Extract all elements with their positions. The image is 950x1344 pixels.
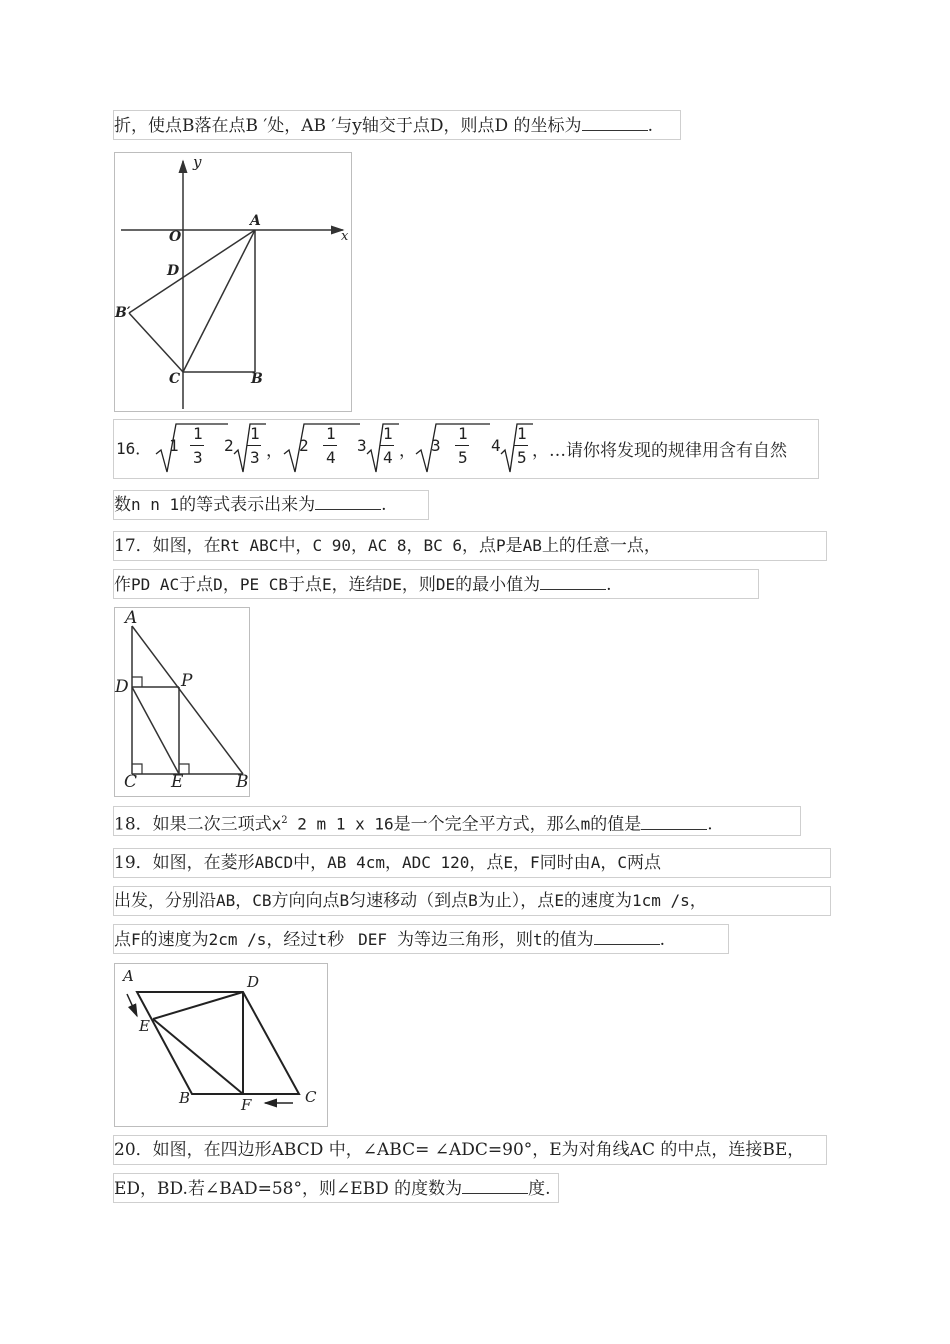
segment-AB-prime <box>129 230 255 313</box>
label-F: F <box>241 1096 252 1114</box>
q18-d: 是一个完全平方式，那么 <box>393 814 581 835</box>
label-B: B <box>236 772 249 792</box>
q16-t3-int: 3 <box>431 436 441 455</box>
q16-t3-frac-num: 1 <box>458 424 468 443</box>
q19-l3-9: t <box>532 930 543 949</box>
q16-answer-blank[interactable] <box>315 491 381 510</box>
q16-t2-root-den: 4 <box>383 448 393 467</box>
q20-line2-b: 度. <box>528 1179 551 1199</box>
q17-l1-5: AC 8 <box>367 536 407 555</box>
q16-t3-root-num: 1 <box>517 424 527 443</box>
q17-line1 <box>114 533 661 559</box>
radical-2b <box>365 422 399 474</box>
segment-B-prime-C <box>129 313 183 372</box>
q17-l1-9: P <box>496 536 506 555</box>
q20-line2-a: ED，BD.若∠BAD=58°，则∠EBD 的度数为 <box>114 1179 463 1199</box>
radical-1b <box>232 422 266 474</box>
segment-AC <box>183 230 255 372</box>
label-A: A <box>125 608 138 628</box>
label-B-prime: B′ <box>115 305 131 321</box>
q17-l1-6: ， <box>406 536 424 556</box>
q19-l3-2: 的速度为 <box>140 930 209 950</box>
q17-line2 <box>114 571 612 598</box>
q19-end: . <box>659 930 666 950</box>
label-B: B <box>179 1089 191 1107</box>
q19-l1-14: 两点 <box>626 853 661 873</box>
q17-l1-2: 中， <box>278 536 313 556</box>
arrow-E-direction <box>127 994 137 1016</box>
q19-l3-1: F <box>131 930 141 949</box>
q17-l1-10: 是 <box>505 536 523 556</box>
q16-t2-frac-num: 1 <box>326 424 336 443</box>
q17-l2-10: ，则 <box>401 575 436 595</box>
q19-l1-13: C <box>617 853 627 872</box>
radical-2 <box>282 422 360 474</box>
right-angle-D <box>132 677 142 687</box>
label-O: O <box>169 229 182 245</box>
q19-l2-5: B <box>339 891 350 910</box>
q18-sup: 2 <box>281 815 288 826</box>
q19-l2-11: 1cm /s <box>631 891 690 910</box>
q16-t2-coef: 3 <box>357 436 367 455</box>
q16-line2-c: 的等式表示出来为 <box>179 495 316 515</box>
q17-l2-6: 于点 <box>287 575 322 595</box>
q17-l2-0: 作 <box>114 575 131 595</box>
q19-l1-9: F <box>530 853 540 872</box>
q19-l3-10: 的值为 <box>542 930 594 950</box>
segment-EF <box>153 1019 243 1094</box>
label-A: A <box>123 967 134 985</box>
q19-l1-11: A <box>590 853 601 872</box>
q17-l1-12: 上的任意一点， <box>541 536 661 556</box>
q19-l2-3: CB <box>252 891 272 910</box>
q16-t1-frac-den: 3 <box>193 448 203 467</box>
label-B: B <box>251 371 263 387</box>
q18-a: 18．如果二次三项式 <box>114 814 272 835</box>
label-E: E <box>171 772 184 792</box>
q17-l1-8: ，点 <box>462 536 497 556</box>
q19-l3-3: 2cm /s <box>208 930 267 949</box>
q19-l3-4: ，经过 <box>266 930 318 950</box>
q16-line2-expr: n n 1 <box>131 495 180 514</box>
q16-line2 <box>114 491 387 518</box>
q19-line3 <box>114 926 665 953</box>
q19-l3-7: DEF <box>358 930 387 949</box>
q19-l1-10: 同时由 <box>539 853 591 873</box>
q16-t1-root-den: 3 <box>250 448 260 467</box>
figure-17-svg <box>115 608 249 796</box>
label-D: D <box>115 677 129 697</box>
segment-ED <box>153 992 243 1019</box>
q16-tail-text: ，…请你将发现的规律用含有自然 <box>532 441 787 461</box>
figure-15-svg <box>115 153 351 411</box>
q18-m: m <box>580 814 591 834</box>
q17-l2-7: E <box>321 575 332 594</box>
q16-t2-frac-den: 4 <box>326 448 336 467</box>
q17-l1-4: ， <box>350 536 368 556</box>
figure-coordinate-fold <box>114 152 352 412</box>
label-P: P <box>181 671 193 691</box>
q17-l1-3: C 90 <box>312 536 351 555</box>
q19-l1-3: AB 4cm <box>327 853 385 872</box>
q19-l3-6: 秒 <box>327 930 345 950</box>
q19-l2-10: 的速度为 <box>563 891 632 911</box>
figure-right-triangle <box>114 607 250 797</box>
q19-l3-0: 点 <box>114 930 131 950</box>
q16-sep-2: ， <box>399 441 416 461</box>
rhombus-ABCD <box>137 992 299 1094</box>
q19-l1-4: ， <box>384 853 402 873</box>
q19-l1-2: 中， <box>293 853 328 873</box>
q17-l2-9: DE <box>382 575 402 594</box>
q16-t1-frac-num: 1 <box>193 424 203 443</box>
q16-end: . <box>381 495 387 515</box>
q18-x: x <box>271 814 282 834</box>
label-E: E <box>139 1017 150 1035</box>
q19-l2-7: B <box>468 891 478 910</box>
q16-t3-root-den: 5 <box>517 448 527 467</box>
q17-l1-7: BC 6 <box>423 536 463 555</box>
q17-l2-5: PE CB <box>239 575 288 594</box>
q16-t3-coef: 4 <box>491 436 501 455</box>
label-y: y <box>193 153 202 171</box>
q17-answer-blank[interactable] <box>540 571 606 590</box>
radical-1 <box>154 422 228 474</box>
q20-line2 <box>114 1175 551 1202</box>
radical-3b <box>499 422 533 474</box>
q19-l1-1: ABCD <box>254 853 294 872</box>
q17-end: . <box>606 575 612 595</box>
q19-line1 <box>114 850 661 876</box>
q19-l2-12: ， <box>689 891 707 911</box>
q19-l1-0: 19．如图，在菱形 <box>114 853 255 873</box>
q19-l1-6: ，点 <box>469 853 504 873</box>
label-C: C <box>124 772 138 792</box>
segment-AB <box>132 626 243 774</box>
q17-l2-12: 的最小值为 <box>455 575 541 595</box>
q17-l1-0: 17．如图，在 <box>114 536 221 556</box>
q16-t1-root-num: 1 <box>250 424 260 443</box>
q18-end: . <box>707 814 713 835</box>
q16-t3-frac-den: 5 <box>458 448 468 467</box>
q18-expr: 2 m 1 x 16 <box>287 814 394 834</box>
figure-19-svg <box>115 964 327 1126</box>
figure-rhombus <box>114 963 328 1127</box>
q19-l2-2: ， <box>235 891 253 911</box>
q15-tail-text: 折，使点B落在点B ′处，AB ′与y轴交于点D，则点D 的坐标为 <box>114 116 582 136</box>
label-x: x <box>341 229 349 244</box>
q20-line1-text: 20．如图，在四边形ABCD 中，∠ABC= ∠ADC=90°，E为对角线AC 的中点，连接BE， <box>114 1140 805 1160</box>
q16-line2-a: 数 <box>114 495 131 515</box>
q19-answer-blank[interactable] <box>594 926 660 945</box>
q19-l1-5: ADC 120 <box>401 853 470 872</box>
q15-tail-line <box>114 112 653 139</box>
q16-sep-1: ， <box>266 441 283 461</box>
label-D: D <box>167 263 180 279</box>
q17-l2-1: PD AC <box>131 575 180 594</box>
q15-tail-end: . <box>647 116 653 136</box>
q16-t1-int: 1 <box>169 436 179 455</box>
q18-f: 的值是 <box>590 814 642 835</box>
label-A: A <box>250 213 261 229</box>
q17-l1-11: AB <box>522 536 542 555</box>
q17-l2-3: D <box>213 575 223 594</box>
q19-l3-8: 为等边三角形，则 <box>396 930 533 950</box>
q19-l2-9: E <box>554 891 564 910</box>
q17-l2-4: ， <box>222 575 240 595</box>
q19-l2-8: 为止），点 <box>477 891 555 911</box>
q19-l2-1: AB <box>216 891 236 910</box>
q18-line <box>114 808 713 838</box>
q19-l1-12: ， <box>600 853 618 873</box>
q16-t2-root-num: 1 <box>383 424 393 443</box>
q19-l3-5: t <box>317 930 328 949</box>
q16-t2-int: 2 <box>299 436 309 455</box>
q16-number: 16． <box>116 439 152 458</box>
label-D: D <box>247 973 260 991</box>
q17-l2-11: DE <box>435 575 456 594</box>
q19-l2-4: 方向向点 <box>271 891 340 911</box>
label-C: C <box>169 371 181 387</box>
q20-answer-blank[interactable] <box>462 1175 528 1194</box>
q16-line1 <box>116 420 816 476</box>
q17-l2-2: 于点 <box>179 575 214 595</box>
segment-DE <box>132 687 179 774</box>
q19-line2 <box>114 888 707 914</box>
q17-l1-1: Rt ABC <box>220 536 279 555</box>
q17-l2-8: ，连结 <box>331 575 383 595</box>
q19-l2-6: 匀速移动（到点 <box>349 891 469 911</box>
q19-l1-7: E <box>503 853 514 872</box>
radical-3 <box>414 422 490 474</box>
q16-t1-coef: 2 <box>224 436 234 455</box>
q19-l1-8: ， <box>513 853 531 873</box>
label-C: C <box>305 1088 317 1106</box>
q20-line1 <box>114 1137 804 1163</box>
q15-answer-blank[interactable] <box>582 112 648 131</box>
q19-l2-0: 出发，分别沿 <box>114 891 216 911</box>
q18-answer-blank[interactable] <box>641 811 707 830</box>
